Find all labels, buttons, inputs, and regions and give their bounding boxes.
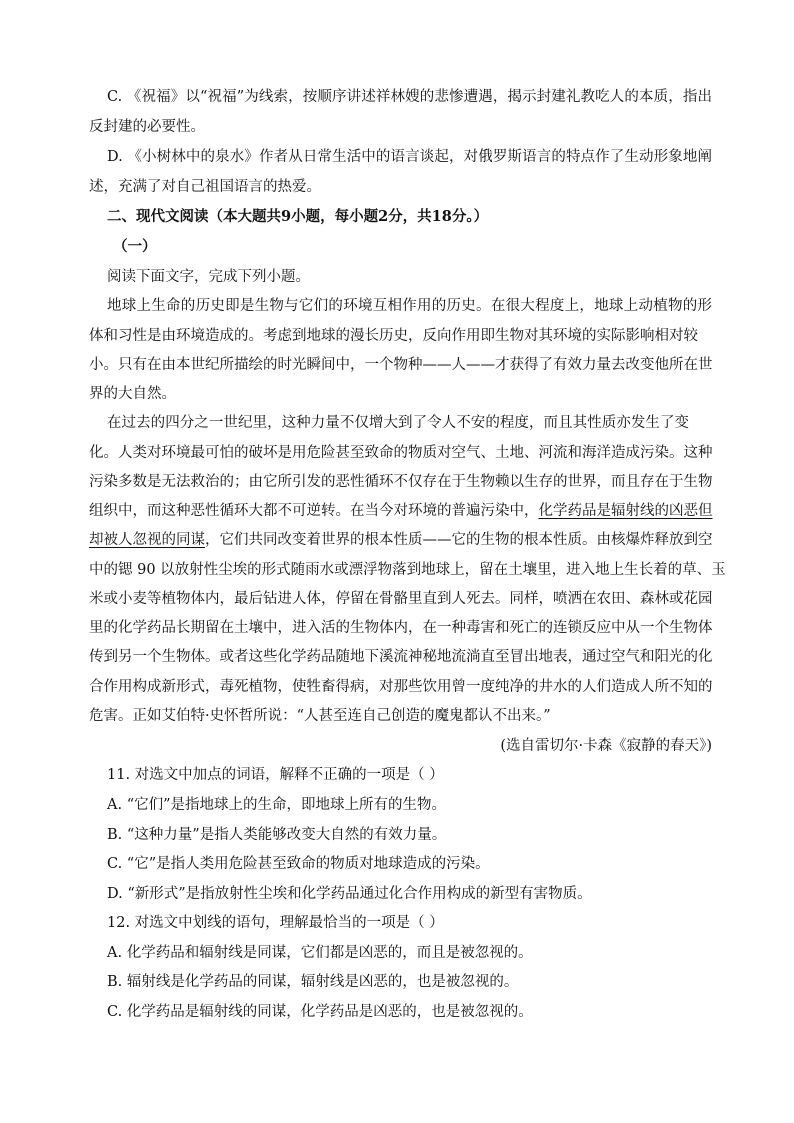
part-label: （一） — [113, 238, 157, 255]
passage-p1-line-4: 界的大自然。 — [89, 386, 176, 402]
passage-p2-line-11: 危害。正如艾伯特·史怀哲所说：“人甚至连自己创造的魔鬼都认不出来。” — [89, 708, 551, 724]
q11-option-c[interactable]: C. “它”是指人类用危险甚至致命的物质对地球造成的污染。 — [107, 856, 490, 872]
passage-p2-line-5 — [89, 530, 713, 550]
option-c-line-1: C. 《祝福》以“祝福”为线索，按顺序讲述祥林嫂的悲惨遭遇，揭示封建礼教吃人的本质，指出 — [107, 89, 712, 105]
passage-p1-line-3: 小。只有在由本世纪所描绘的时光瞬间中，一个物种——人——才获得了有效力量去改变他所在世 — [89, 357, 713, 373]
passage-p2-line-4-text: 组织中，而这种恶性循环大都不可逆转。在当今对环境的普遍污染中， — [89, 503, 539, 519]
q11-option-d[interactable]: D. “新形式”是指放射性尘埃和化学药品通过化合作用构成的新型有害物质。 — [107, 886, 592, 902]
q12-option-b[interactable]: B. 辐射线是化学药品的同谋，辐射线是凶恶的，也是被忽视的。 — [107, 974, 519, 990]
passage-p2-line-5-text: ，它们共同改变着世界的根本性质——它的生物的根本性质。由核爆炸释放到空 — [205, 532, 713, 548]
q11-option-a[interactable]: A. “它们”是指地球上的生命，即地球上所有的生物。 — [107, 797, 447, 813]
passage-p1-line-2: 体和习性是由环境造成的。考虑到地球的漫长历史，反向作用即生物对其环境的实际影响相对较 — [89, 328, 698, 344]
passage-p2-line-9: 传到另一个生物体。或者这些化学药品随地下溪流神秘地流淌直至冒出地表，通过空气和阳光的化 — [89, 649, 713, 665]
option-d-line-1: D. 《小树林中的泉水》作者从日常生活中的语言谈起，对俄罗斯语言的特点作了生动形象地阐 — [107, 149, 712, 165]
passage-p1-line-1: 地球上生命的历史即是生物与它们的环境互相作用的历史。在很大程度上，地球上动植物的形 — [107, 298, 712, 314]
q11-stem: 11. 对选文中加点的词语，解释不正确的一项是（ ） — [107, 767, 444, 783]
q11-option-b[interactable]: B. “这种力量”是指人类能够改变大自然的有效力量。 — [107, 827, 447, 843]
q12-stem: 12. 对选文中划线的语句，理解最恰当的一项是（ ） — [107, 915, 444, 931]
reading-instruction: 阅读下面文字，完成下列小题。 — [107, 269, 310, 285]
passage-p2-line-8: 里的化学药品长期留在土壤中，进入活的生物体内，在一种毒害和死亡的连锁反应中从一个生物体 — [89, 620, 713, 636]
passage-p2-line-7: 米或小麦等植物体内，最后钻进人体，停留在骨骼里直到人死去。同样，喷洒在农田、森林或花园 — [89, 591, 713, 607]
q12-option-c[interactable]: C. 化学药品是辐射线的同谋，化学药品是凶恶的，也是被忽视的。 — [107, 1004, 533, 1020]
passage-p2-line-2: 化。人类对环境最可怕的破坏是用危险甚至致命的物质对空气、土地、河流和海洋造成污染。这种 — [89, 445, 713, 461]
passage-p2-line-4 — [89, 501, 713, 521]
section-heading: 二、现代文阅读（本大题共9小题，每小题2分，共18分。） — [107, 208, 489, 225]
q12-option-a[interactable]: A. 化学药品和辐射线是同谋，它们都是凶恶的，而且是被忽视的。 — [107, 945, 533, 961]
passage-p2-line-10: 合作用构成新形式，毒死植物，使牲畜得病，对那些饮用曾一度纯净的井水的人们造成人所不知的 — [89, 679, 713, 695]
underlined-sentence-part-2: 却被人忽视的同谋 — [89, 532, 205, 548]
passage-p2-line-1: 在过去的四分之一世纪里，这种力量不仅增大到了令人不安的程度，而且其性质亦发生了变 — [107, 415, 689, 431]
option-d-line-2: 述，充满了对自己祖国语言的热爱。 — [89, 179, 321, 195]
passage-p2-line-3: 污染多数是无法救治的；由它所引发的恶性循环不仅存在于生物赖以生存的世界，而且存在于生物 — [89, 474, 713, 490]
passage-p2-line-6: 中的锶 90 以放射性尘埃的形式随雨水或漂浮物落到地球上，留在土壤里，进入地上生长着的草、玉 — [89, 562, 726, 578]
passage-source: (选自雷切尔·卡森《寂静的春天》) — [500, 738, 712, 754]
underlined-sentence-part-1: 化学药品是辐射线的凶恶但 — [538, 503, 713, 519]
option-c-line-2: 反封建的必要性。 — [89, 119, 205, 135]
